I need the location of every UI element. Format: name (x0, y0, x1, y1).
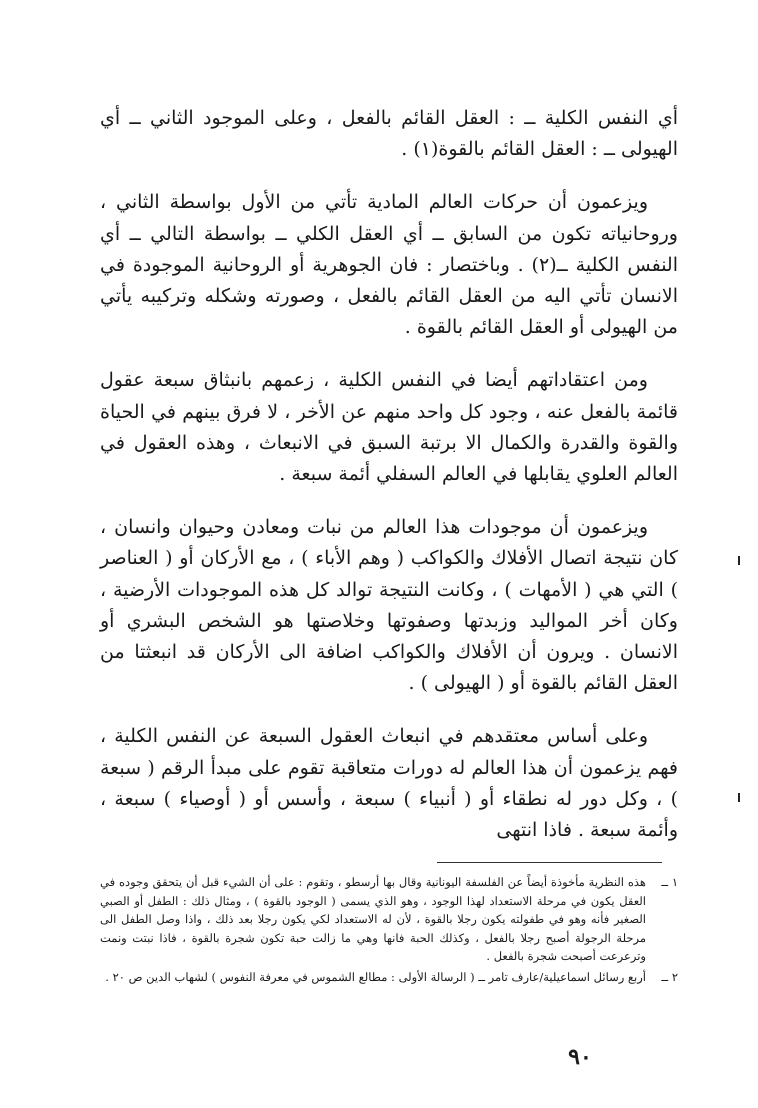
footnote-number: ١ ــ (661, 875, 678, 889)
paragraph-1: أي النفس الكلية ــ : العقل القائم بالفعل ، وعلى الموجود الثاني ــ أي الهيولى ــ : العقل القائم بالقوة(١) . (100, 107, 678, 161)
paragraph-5: وعلى أساس معتقدهم في انبعاث العقول السبعة عن النفس الكلية ، فهم يزعمون أن هذا العالم له دورات متعاقبة تقوم على مبدأ الرقم ( سبعة ) ، وكل دور له نطقاء أو ( أنبياء ) سبعة ، وأسس أو ( أوصياء ) سبعة ، وأئمة سبعة . فاذا انتهى (100, 725, 678, 842)
footnote-separator (437, 862, 662, 863)
footnote-number: ٢ ــ (661, 969, 678, 984)
paragraph-3: ومن اعتقاداتهم أيضا في النفس الكلية ، زعمهم بانبثاق سبعة عقول قائمة بالفعل عنه ، وجود كل واحد منهم عن الأخر ، لا فرق بينهم في الحياة والقوة والقدرة والكمال الا برتبة السبق في الانبعاث ، وهذه العقول في العالم العلوي يقابلها في العالم السفلي أئمة سبعة . (100, 369, 678, 486)
paragraph-4: ويزعمون أن موجودات هذا العالم من نبات ومعادن وحيوان وانسان ، كان نتيجة اتصال الأفلاك والكواكب ( وهم الأباء ) ، مع الأركان أو ( العناصر ) التي هي ( الأمهات ) ، وكانت النتيجة توالد كل هذه الموجودات الأرضية ، وكان أخر المواليد وزبدتها وصفوتها وخلاصتها هو الشخص البشري أو الانسان . ويرون أن الأفلاك والكواكب اضافة الى الأركان قد انبعثتا من العقل القائم بالقوة أو ( الهيولى ) . (100, 516, 678, 695)
body-text (100, 103, 678, 868)
footnotes (100, 873, 678, 989)
footnote-text: هذه النظرية مأخوذة أيضاً عن الفلسفة اليونانية وقال بها أرسطو ، وتقوم : على أن الشيء قبل أن يتحقق وجوده في العقل يكون في مرحلة الاستعداد لهذا الوجود ، وهو الذي يسمى ( الوجود بالقوة ) ، ومثال ذلك : الطفل أو الصبي الصغير فأنه وهو في طفولته يكون رجلا بالقوة ، لأن له الاستعداد لكي يكون رجلا بعد ذلك ، واذا وصل الطفل الى مرحلة الرجولة أصبح رجلا بالفعل ، وكذلك الحبة فانها وهي ما زالت حبة تكون شجرة بالقوة ، فاذا نبتت ونمت وترعرعت أصبحت شجرة بالفعل . (100, 875, 646, 964)
footnote-1 (100, 873, 678, 966)
footnote-2 (100, 968, 678, 987)
scan-edge-mark (738, 556, 740, 565)
scan-edge-mark (738, 793, 740, 802)
footnote-text: أربع رسائل اسماعيلية/عارف تامر ــ ( الرسالة الأولى : مطالع الشموس في معرفة النفوس ) لشهاب الدين ص ٢٠ . (105, 969, 646, 984)
page-number: ٩٠ (568, 1044, 592, 1070)
paragraph-2: ويزعمون أن حركات العالم المادية تأتي من الأول بواسطة الثاني ، وروحانياته تكون من السابق ــ أي العقل الكلي ــ بواسطة التالي ــ أي النفس الكلية ــ(٢) . وباختصار : فان الجوهرية أو الروحانية الموجودة في الانسان تأتي اليه من العقل القائم بالفعل ، وصورته وشكله وتركيبه يأتي من الهيولى أو العقل القائم بالقوة . (100, 191, 679, 339)
